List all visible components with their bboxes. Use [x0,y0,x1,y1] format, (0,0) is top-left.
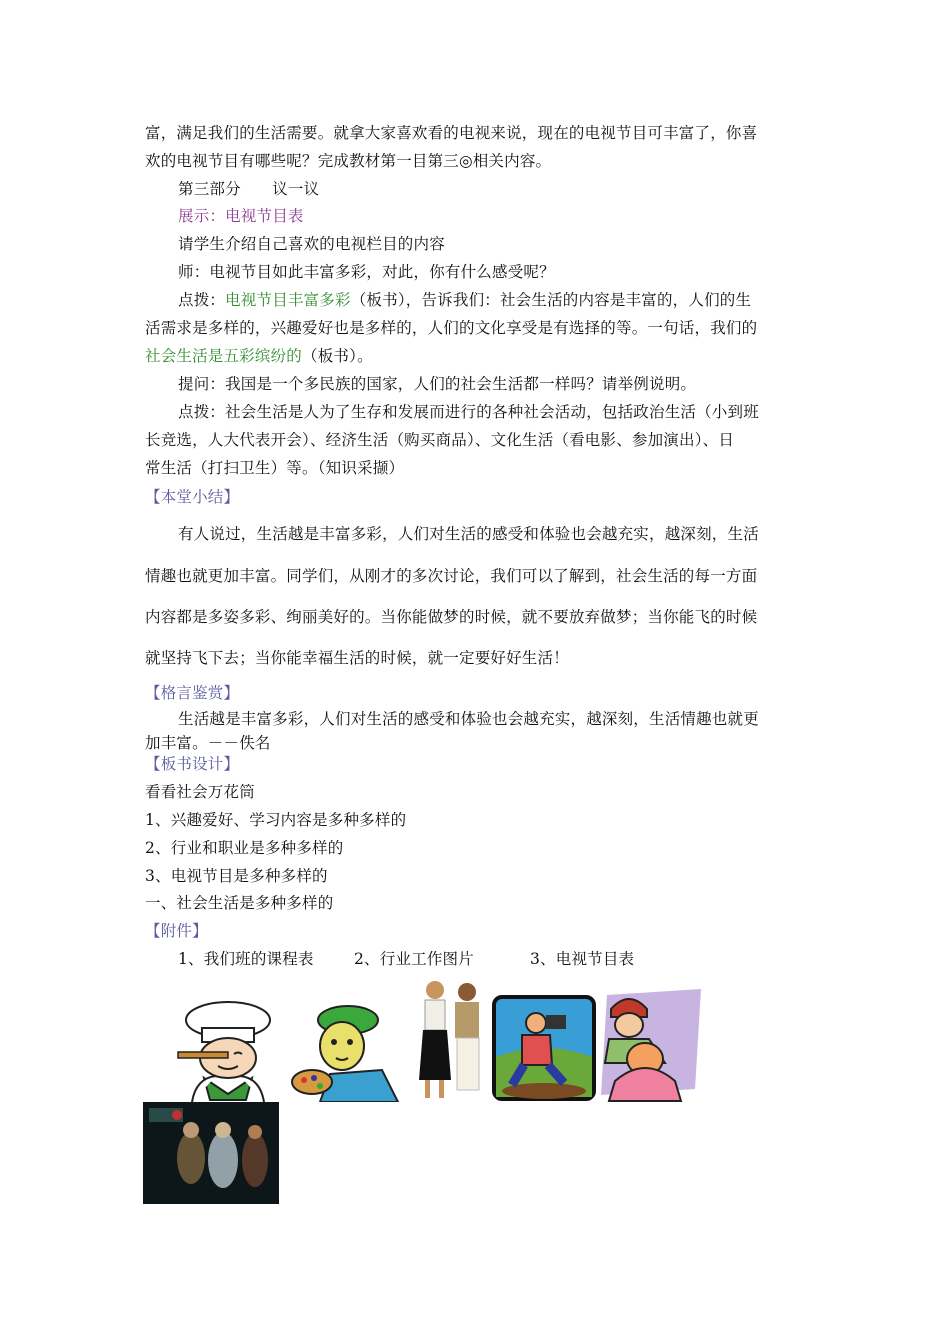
attachment-item: 1、我们班的课程表 [178,950,314,968]
tip1-green-text-2: 社会生活是五彩缤纷的 [145,347,303,365]
motto-line: 生活越是丰富多彩，人们对生活的感受和体验也会越充实，越深刻，生活情趣也就更 [178,710,759,728]
ask-students-line: 请学生介绍自己喜欢的电视栏目的内容 [178,235,445,253]
motto-line: 加丰富。－－佚名 [145,734,271,752]
summary-line: 就坚持飞下去；当你能幸福生活的时候，就一定要好好生活！ [145,649,569,667]
teacher-question: 师：电视节目如此丰富多彩，对此，你有什么感受呢？ [178,263,555,281]
board-item: 1、兴趣爱好、学习内容是多种多样的 [145,811,407,829]
summary-line: 内容都是多姿多彩、绚丽美好的。当你能做梦的时候，就不要放弃做梦；当你能飞的时候 [145,608,758,626]
two-women-photo [407,976,491,1102]
hairdresser-clipart [597,985,705,1103]
tip1-prefix: 点拨： [178,291,226,309]
board-item: 2、行业和职业是多种多样的 [145,839,344,857]
chef-clipart [172,998,286,1102]
photographer-clipart [492,995,596,1101]
summary-heading: 【本堂小结】 [145,488,240,506]
tip1-green-text: 电视节目丰富多彩 [225,291,351,309]
tip1-rest: （板书），告诉我们：社会生活的内容是丰富的，人们的生 [350,291,752,309]
attachment-item: 3、电视节目表 [530,950,635,968]
summary-line: 情趣也就更加丰富。同学们，从刚才的多次讨论，我们可以了解到，社会生活的每一方面 [145,567,758,585]
tip1-rest-3: （板书）。 [302,347,373,365]
summary-line: 有人说过，生活越是丰富多彩，人们对生活的感受和体验也会越充实，越深刻，生活 [178,525,759,543]
tip2-line1: 点拨：社会生活是人为了生存和发展而进行的各种社会活动，包括政治生活（小到班 [178,403,759,421]
painter-clipart [290,998,402,1102]
tip1-line3 [145,346,373,366]
motto-heading: 【格言鉴赏】 [145,684,240,702]
game-characters-image [143,1102,279,1204]
attachment-item: 2、行业工作图片 [354,950,474,968]
tip2-line2: 长竞选，人大代表开会）、经济生活（购买商品）、文化生活（看电影、参加演出）、日 [145,431,735,449]
tip1-line2: 活需求是多样的，兴趣爱好也是多样的，人们的文化享受是有选择的等。一句话，我们的 [145,319,758,337]
part3-heading: 第三部分 议一议 [178,180,320,198]
board-item: 一、社会生活是多种多样的 [145,894,334,912]
paragraph-line: 富，满足我们的生活需要。就拿大家喜欢看的电视来说，现在的电视节目可丰富了，你喜 [145,124,758,142]
tip2-line3: 常生活（打扫卫生）等。（知识采撷） [145,459,405,477]
show-tv-schedule: 展示：电视节目表 [178,207,304,225]
board-heading: 【板书设计】 [145,755,240,773]
board-title: 看看社会万花筒 [145,783,255,801]
tip1-line1 [178,290,751,310]
board-item: 3、电视节目是多种多样的 [145,867,328,885]
question-line: 提问：我国是一个多民族的国家，人们的社会生活都一样吗？请举例说明。 [178,375,697,393]
attachment-heading: 【附件】 [145,922,208,940]
paragraph-line: 欢的电视节目有哪些呢？完成教材第一目第三◎相关内容。 [145,152,552,170]
